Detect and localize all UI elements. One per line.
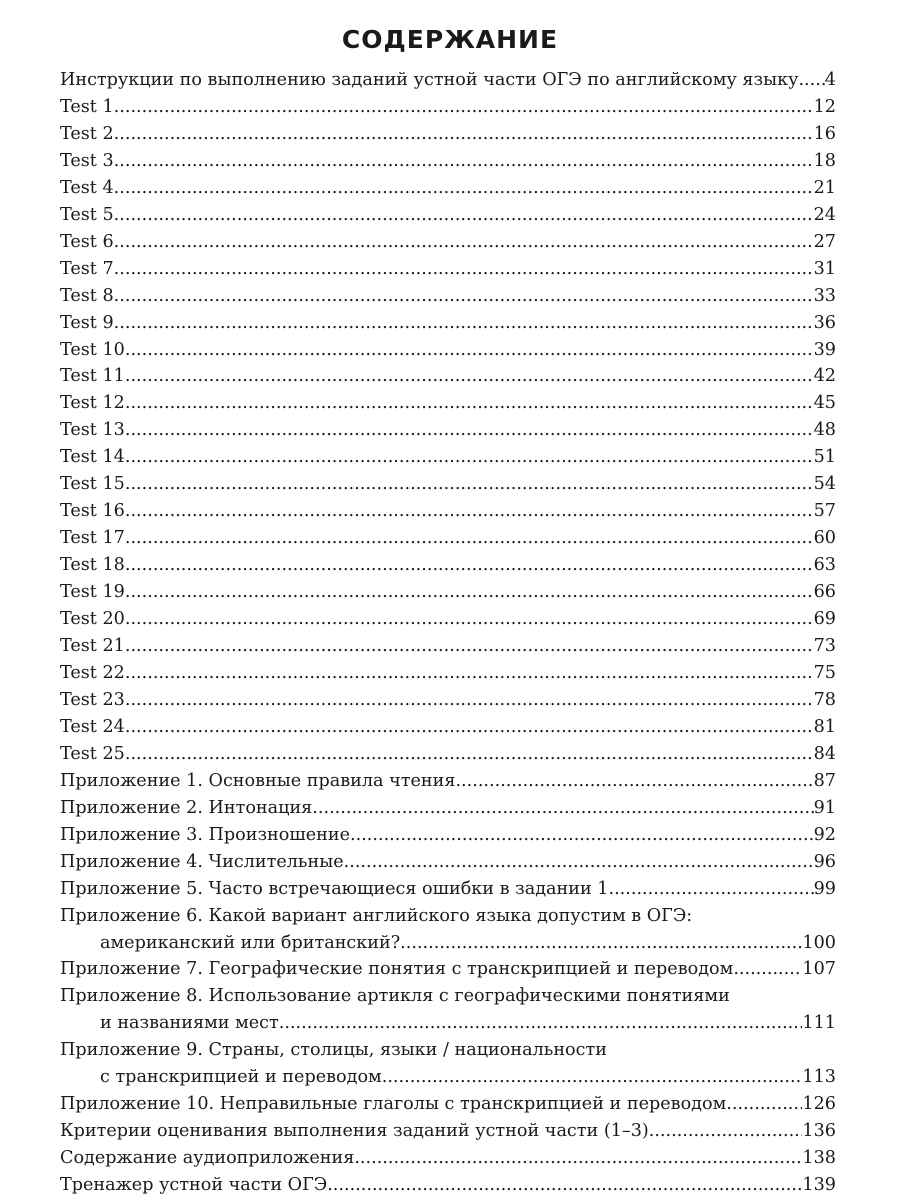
toc-entry-page-number: 51 [813, 447, 836, 468]
toc-entry-title: Test 22 [60, 662, 125, 683]
toc-entry-title: Приложение 3. Произношение [60, 824, 351, 845]
toc-entry [60, 714, 836, 741]
dot-leader [114, 121, 814, 148]
toc-entry [60, 606, 836, 633]
toc-entry-title: Test 16 [60, 501, 125, 522]
toc-entry-line [60, 229, 836, 256]
page-title: СОДЕРЖАНИЕ [341, 24, 559, 54]
dot-leader [125, 471, 814, 498]
toc-entry-page-number: 4 [824, 70, 836, 90]
dot-leader [114, 148, 814, 175]
toc-entry-line [60, 768, 836, 795]
toc-entry-page-number: 91 [813, 797, 836, 818]
toc-entry-page-number: 36 [813, 312, 836, 333]
dot-leader [125, 498, 814, 525]
toc-entry-title: Приложение 9. Страны, столицы, языки / национальности [60, 1040, 607, 1061]
dot-leader [382, 1064, 803, 1091]
toc-entry-title: Test 14 [60, 447, 125, 468]
toc-entry-title: Критерии оценивания выполнения заданий устной части (1–3) [60, 1121, 649, 1142]
dot-leader [649, 1118, 803, 1145]
dot-leader [125, 687, 814, 714]
toc-entry-page-number: 113 [802, 1067, 836, 1088]
toc-entry-page-number: 78 [813, 689, 836, 710]
toc-entry [60, 363, 836, 390]
toc-entry [60, 256, 836, 283]
dot-leader [312, 795, 813, 822]
dot-leader [125, 714, 814, 741]
toc-entry-line [60, 903, 836, 930]
dot-leader [125, 444, 814, 471]
toc-entry [60, 67, 836, 94]
toc-entry-page-number: 31 [813, 258, 836, 279]
toc-entry-title: Test 3 [60, 150, 114, 171]
toc-entry-line [60, 1091, 836, 1118]
toc-entry-page-number: 27 [813, 231, 836, 252]
toc-entry [60, 876, 836, 903]
dot-leader [455, 768, 813, 795]
dot-leader [609, 876, 814, 903]
toc-entry-title: Приложение 1. Основные правила чтения [60, 770, 456, 791]
toc-entry-page-number: 126 [802, 1094, 836, 1115]
toc-entry-title: Приложение 4. Числительные [60, 851, 344, 872]
toc-entry-line [60, 444, 836, 471]
toc-entry-line [60, 606, 836, 633]
toc-entry-line [60, 687, 836, 714]
dot-leader [114, 175, 814, 202]
dot-leader [125, 633, 814, 660]
toc-entry-line [60, 202, 836, 229]
toc-entry-page-number: 21 [813, 177, 836, 198]
dot-leader [798, 67, 824, 94]
dot-leader [400, 930, 802, 957]
toc-entry [60, 983, 836, 1037]
toc-entry [60, 283, 836, 310]
dot-leader [354, 1145, 802, 1172]
toc-entry-title: с транскрипцией и переводом [100, 1067, 382, 1088]
toc-entry [60, 310, 836, 337]
toc-entry-title: Test 5 [60, 204, 114, 225]
toc-entry [60, 795, 836, 822]
toc-entry-line [60, 741, 836, 768]
toc-entry [60, 903, 836, 957]
toc-entry-title: Test 19 [60, 582, 125, 603]
toc-entry-line [60, 849, 836, 876]
toc-entry-page-number: 87 [813, 770, 836, 791]
toc-entry-title: Приложение 5. Часто встречающиеся ошибки в задании 1 [60, 878, 609, 899]
toc-entry-line [60, 795, 836, 822]
toc-entry-line [60, 1064, 836, 1091]
toc-entry-title: Test 15 [60, 474, 125, 495]
toc-entry-page-number: 100 [802, 932, 836, 953]
toc-entry-line [60, 525, 836, 552]
toc-entry-page-number: 24 [813, 204, 836, 225]
toc-entry-line [60, 930, 836, 957]
toc-entry-line [60, 337, 836, 364]
toc-entry-page-number: 75 [813, 662, 836, 683]
toc-entry [60, 822, 836, 849]
toc-entry-page-number: 39 [813, 339, 836, 360]
dot-leader [125, 741, 814, 768]
toc-entry [60, 768, 836, 795]
toc-entry-title: Test 24 [60, 716, 125, 737]
toc-entry-title: Test 20 [60, 609, 125, 630]
toc-entry-line [60, 417, 836, 444]
toc-entry-title: и названиями мест [100, 1013, 279, 1034]
toc-entry-line [60, 714, 836, 741]
toc-entry-title: Приложение 6. Какой вариант английского языка допустим в ОГЭ: [60, 905, 693, 926]
toc-entry-line [60, 148, 836, 175]
dot-leader [733, 956, 802, 983]
toc-entry-title: Приложение 10. Неправильные глаголы с транскрипцией и переводом [60, 1094, 727, 1115]
toc-entry-line [60, 390, 836, 417]
toc-entry [60, 660, 836, 687]
toc-entry-page-number: 99 [813, 878, 836, 899]
toc-entry [60, 202, 836, 229]
toc-entry-page-number: 16 [813, 123, 836, 144]
toc-entry-page-number: 84 [813, 743, 836, 764]
toc-entry-title: Test 12 [60, 393, 125, 414]
toc-entry-title: Test 23 [60, 689, 125, 710]
dot-leader [125, 363, 814, 390]
toc-entry [60, 741, 836, 768]
toc-entry-title: Test 2 [60, 123, 114, 144]
toc-entry-page-number: 92 [813, 824, 836, 845]
toc-entry-title: Содержание аудиоприложения [60, 1148, 355, 1169]
toc-entry [60, 956, 836, 983]
toc-entry [60, 1091, 836, 1118]
toc-entry-title: Тренажер устной части ОГЭ [60, 1175, 328, 1196]
toc-entry-line [60, 956, 836, 983]
toc-entry [60, 633, 836, 660]
toc-entry-title: Test 21 [60, 636, 125, 657]
toc-entry-title: Test 8 [60, 285, 114, 306]
toc-entry [60, 849, 836, 876]
dot-leader [114, 229, 814, 256]
toc-entry-title: Приложение 8. Использование артикля с географическими понятиями [60, 986, 730, 1007]
toc-entry [60, 337, 836, 364]
toc-entry-title: Test 1 [60, 96, 114, 117]
toc-entry-title: Test 9 [60, 312, 114, 333]
toc-entry-title: Test 13 [60, 420, 125, 441]
dot-leader [327, 1172, 802, 1199]
toc-entry-title: Test 17 [60, 528, 125, 549]
toc-entry-page-number: 60 [813, 528, 836, 549]
toc-entry-title: Test 7 [60, 258, 114, 279]
toc-entry-title: Test 4 [60, 177, 114, 198]
toc-entry-line [60, 876, 836, 903]
toc-entry-page-number: 66 [813, 582, 836, 603]
toc-entry-title: Test 25 [60, 743, 125, 764]
toc-entry [60, 498, 836, 525]
toc-entry [60, 175, 836, 202]
toc-entry-title: Приложение 2. Интонация [60, 797, 313, 818]
dot-leader [114, 94, 814, 121]
toc-entry [60, 121, 836, 148]
toc-entry [60, 579, 836, 606]
dot-leader [125, 390, 814, 417]
toc-entry [60, 471, 836, 498]
toc-entry [60, 687, 836, 714]
toc-entry [60, 1145, 836, 1172]
dot-leader [344, 849, 814, 876]
dot-leader [114, 202, 814, 229]
toc-list [60, 67, 836, 1199]
toc-entry-page-number: 136 [802, 1121, 836, 1142]
toc-entry-line [60, 1172, 836, 1199]
toc-entry-page-number: 69 [813, 609, 836, 630]
toc-entry [60, 1172, 836, 1199]
toc-entry-page-number: 139 [802, 1175, 836, 1196]
toc-entry-line [60, 660, 836, 687]
toc-entry-page-number: 48 [813, 420, 836, 441]
toc-entry-title: Test 6 [60, 231, 114, 252]
toc-entry [60, 444, 836, 471]
toc-entry-line [60, 1037, 836, 1064]
toc-entry-line [60, 283, 836, 310]
toc-entry-page-number: 42 [813, 366, 836, 387]
dot-leader [125, 606, 814, 633]
toc-entry-line [60, 1118, 836, 1145]
dot-leader [125, 337, 814, 364]
toc-entry-title: Приложение 7. Географические понятия с транскрипцией и переводом [60, 959, 734, 980]
toc-entry [60, 525, 836, 552]
toc-entry-page-number: 138 [802, 1148, 836, 1169]
toc-entry-line [60, 633, 836, 660]
toc-entry-page-number: 111 [802, 1013, 836, 1034]
toc-entry-page-number: 81 [813, 716, 836, 737]
dot-leader [125, 417, 814, 444]
toc-entry-page-number: 54 [813, 474, 836, 495]
dot-leader [125, 525, 814, 552]
toc-entry-title: американский или британский? [100, 932, 401, 953]
dot-leader [125, 660, 814, 687]
toc-entry [60, 94, 836, 121]
toc-entry-page-number: 63 [813, 555, 836, 576]
toc-entry-line [60, 256, 836, 283]
toc-entry [60, 1037, 836, 1091]
toc-entry-line [60, 94, 836, 121]
toc-entry-title: Test 11 [60, 366, 125, 387]
dot-leader [114, 283, 814, 310]
toc-entry-line [60, 983, 836, 1010]
toc-entry-line [60, 67, 836, 94]
dot-leader [350, 822, 814, 849]
toc-entry-title: Test 10 [60, 339, 125, 360]
toc-entry-page-number: 96 [813, 851, 836, 872]
dot-leader [279, 1010, 803, 1037]
toc-entry-title: Test 18 [60, 555, 125, 576]
toc-entry-page-number: 45 [813, 393, 836, 414]
toc-entry-line [60, 822, 836, 849]
toc-entry-page-number: 107 [802, 959, 836, 980]
toc-entry-line [60, 175, 836, 202]
toc-entry [60, 552, 836, 579]
toc-entry-page-number: 57 [813, 501, 836, 522]
toc-entry-line [60, 310, 836, 337]
toc-entry-line [60, 498, 836, 525]
toc-entry-line [60, 1010, 836, 1037]
dot-leader [726, 1091, 802, 1118]
toc-entry-page-number: 33 [813, 285, 836, 306]
toc-entry [60, 148, 836, 175]
toc-entry-page-number: 73 [813, 636, 836, 657]
dot-leader [114, 256, 814, 283]
toc-entry [60, 1118, 836, 1145]
toc-entry-line [60, 363, 836, 390]
dot-leader [114, 310, 814, 337]
toc-entry-line [60, 1145, 836, 1172]
toc-entry-page-number: 18 [813, 150, 836, 171]
toc-entry [60, 417, 836, 444]
toc-entry-line [60, 579, 836, 606]
toc-entry [60, 229, 836, 256]
toc-entry-page-number: 12 [813, 96, 836, 117]
toc-entry-line [60, 552, 836, 579]
toc-entry-line [60, 471, 836, 498]
toc-entry-line [60, 121, 836, 148]
dot-leader [125, 579, 814, 606]
toc-entry-title: Инструкции по выполнению заданий устной части ОГЭ по английскому языку [60, 70, 799, 90]
toc-entry [60, 390, 836, 417]
dot-leader [125, 552, 814, 579]
